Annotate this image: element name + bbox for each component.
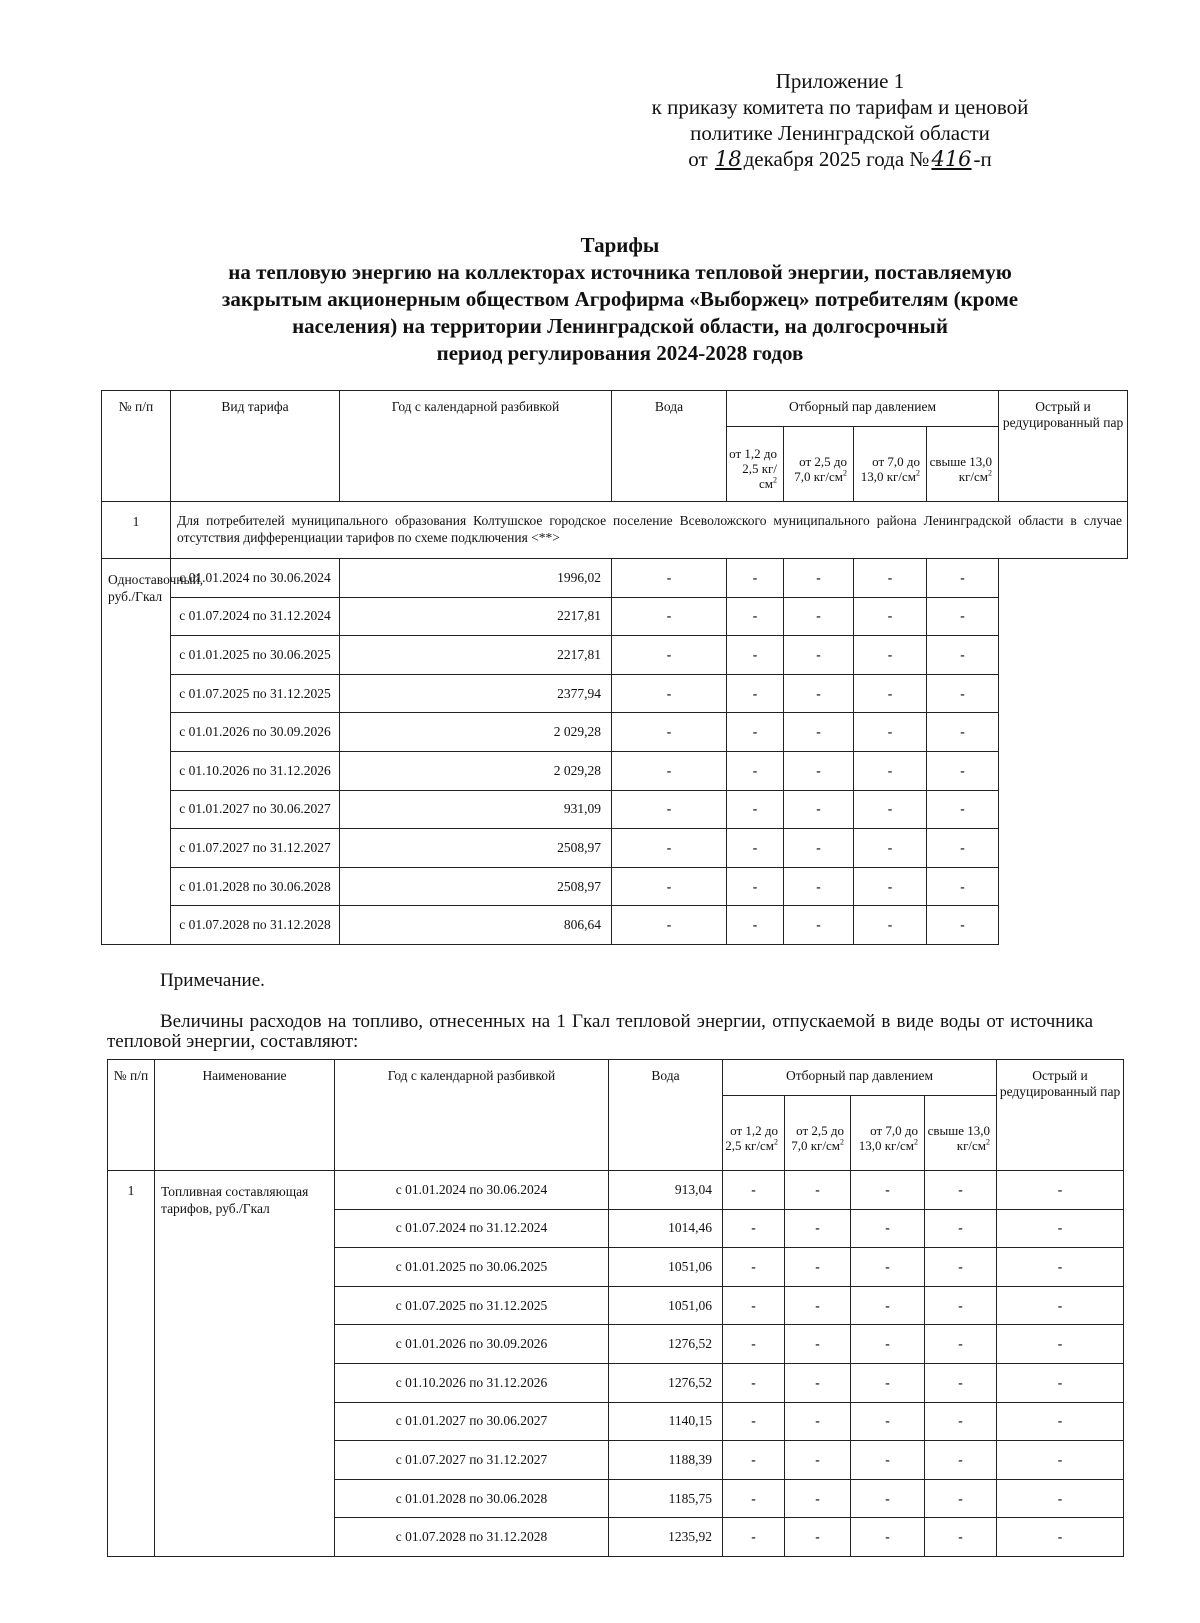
period-cell: с 01.10.2026 по 31.12.2026 xyxy=(171,751,340,790)
appendix-date-line xyxy=(600,146,1080,172)
subheader-4: свыше 13,0 $кг/см^2$ xyxy=(925,1096,997,1171)
empty-value-cell: - xyxy=(785,1441,851,1480)
empty-value-cell: - xyxy=(997,1209,1124,1248)
empty-value-cell: - xyxy=(727,559,784,598)
table-row xyxy=(102,636,1128,675)
subheader-2: от 2,5 до 7,0 $кг/см^2$ xyxy=(785,1096,851,1171)
note-heading: Примечание. xyxy=(160,970,265,991)
period-cell: с 01.01.2027 по 30.06.2027 xyxy=(335,1402,609,1441)
header-num: № п/п xyxy=(108,1060,155,1171)
empty-value-cell: - xyxy=(925,1209,997,1248)
note-paragraph: Величины расходов на топливо, отнесенных на 1 Гкал тепловой энергии, отпускаемой в виде воды от источника тепловой энергии, составляют: xyxy=(107,1011,1093,1052)
empty-value-cell: - xyxy=(854,674,927,713)
empty-value-cell: - xyxy=(727,636,784,675)
empty-value-cell: - xyxy=(612,829,727,868)
empty-value-cell: - xyxy=(727,597,784,636)
table-row xyxy=(102,713,1128,752)
period-cell: с 01.01.2025 по 30.06.2025 xyxy=(171,636,340,675)
empty-value-cell: - xyxy=(854,559,927,598)
empty-value-cell: - xyxy=(927,597,999,636)
period-cell: с 01.07.2028 по 31.12.2028 xyxy=(335,1518,609,1557)
water-value-cell: 1996,02 xyxy=(340,559,612,598)
water-value-cell: 1188,39 xyxy=(609,1441,723,1480)
table-row xyxy=(102,597,1128,636)
header-year: Год с календарной разбивкой xyxy=(340,391,612,502)
period-cell: с 01.10.2026 по 31.12.2026 xyxy=(335,1363,609,1402)
empty-value-cell: - xyxy=(927,790,999,829)
water-value-cell: 1051,06 xyxy=(609,1248,723,1287)
empty-value-cell: - xyxy=(727,674,784,713)
empty-value-cell: - xyxy=(723,1325,785,1364)
empty-value-cell: - xyxy=(727,790,784,829)
table-row xyxy=(102,906,1128,945)
empty-value-cell: - xyxy=(851,1363,925,1402)
table-row xyxy=(102,790,1128,829)
empty-value-cell: - xyxy=(784,790,854,829)
date-mid: декабря 2025 года № xyxy=(743,147,930,171)
water-value-cell: 2217,81 xyxy=(340,597,612,636)
table-row xyxy=(108,1171,1124,1210)
empty-value-cell: - xyxy=(723,1209,785,1248)
empty-value-cell: - xyxy=(723,1286,785,1325)
water-value-cell: 931,09 xyxy=(340,790,612,829)
tariff-table xyxy=(101,390,1128,945)
empty-value-cell: - xyxy=(851,1441,925,1480)
empty-value-cell: - xyxy=(785,1363,851,1402)
table-row xyxy=(102,829,1128,868)
appendix-header xyxy=(600,68,1080,172)
water-value-cell: 1276,52 xyxy=(609,1363,723,1402)
header-steam: Отборный пар давлением xyxy=(723,1060,997,1096)
empty-value-cell: - xyxy=(612,559,727,598)
empty-value-cell: - xyxy=(854,713,927,752)
empty-value-cell: - xyxy=(927,636,999,675)
water-value-cell: 1276,52 xyxy=(609,1325,723,1364)
empty-value-cell: - xyxy=(784,713,854,752)
empty-value-cell: - xyxy=(785,1518,851,1557)
title-line-2: на тепловую энергию на коллекторах источника тепловой энергии, поставляемую xyxy=(228,260,1012,284)
empty-value-cell: - xyxy=(785,1325,851,1364)
empty-value-cell: - xyxy=(851,1171,925,1210)
period-cell: с 01.07.2025 по 31.12.2025 xyxy=(171,674,340,713)
water-value-cell: 806,64 xyxy=(340,906,612,945)
empty-value-cell: - xyxy=(784,636,854,675)
empty-value-cell: - xyxy=(925,1441,997,1480)
row-number: 1 xyxy=(108,1171,155,1557)
empty-value-cell: - xyxy=(854,751,927,790)
empty-value-cell: - xyxy=(927,906,999,945)
water-value-cell: 1235,92 xyxy=(609,1518,723,1557)
empty-value-cell: - xyxy=(854,636,927,675)
header-num: № п/п xyxy=(102,391,171,502)
title-line-3: закрытым акционерным обществом Агрофирма «Выборжец» потребителям (кроме xyxy=(221,287,1019,311)
header-tariff-kind: Вид тарифа xyxy=(171,391,340,502)
empty-value-cell: - xyxy=(997,1248,1124,1287)
empty-value-cell: - xyxy=(723,1248,785,1287)
water-value-cell: 913,04 xyxy=(609,1171,723,1210)
water-value-cell: 1014,46 xyxy=(609,1209,723,1248)
empty-value-cell: - xyxy=(997,1171,1124,1210)
appendix-line-1: Приложение 1 xyxy=(775,69,905,93)
water-value-cell: 1185,75 xyxy=(609,1479,723,1518)
title-line-4: населения) на территории Ленинградской области, на долгосрочный xyxy=(292,314,948,338)
empty-value-cell: - xyxy=(612,713,727,752)
date-prefix: от xyxy=(688,147,708,171)
appendix-line-3: политике Ленинградской области xyxy=(690,121,990,145)
header-water: Вода xyxy=(612,391,727,502)
table-row xyxy=(102,751,1128,790)
empty-value-cell: - xyxy=(851,1209,925,1248)
empty-value-cell: - xyxy=(727,829,784,868)
water-value-cell: 2 029,28 xyxy=(340,713,612,752)
empty-value-cell: - xyxy=(851,1286,925,1325)
period-cell: с 01.07.2024 по 31.12.2024 xyxy=(171,597,340,636)
empty-value-cell: - xyxy=(927,751,999,790)
empty-value-cell: - xyxy=(925,1363,997,1402)
empty-value-cell: - xyxy=(784,906,854,945)
water-value-cell: 2508,97 xyxy=(340,867,612,906)
document-title xyxy=(120,232,1120,367)
section-description: Для потребителей муниципального образования Колтушское городское поселение Всеволожского муниципального района Ленинградской области в случае отсутствия дифференциации тарифов по схеме подключения <**> xyxy=(171,502,1128,559)
water-value-cell: 1051,06 xyxy=(609,1286,723,1325)
header-sharp-steam: Острый и редуцированный пар xyxy=(999,391,1128,502)
header-year: Год с календарной разбивкой xyxy=(335,1060,609,1171)
empty-value-cell: - xyxy=(612,867,727,906)
header-sharp-steam: Острый и редуцированный пар xyxy=(997,1060,1124,1171)
empty-value-cell: - xyxy=(927,674,999,713)
period-cell: с 01.01.2024 по 30.06.2024 xyxy=(335,1171,609,1210)
appendix-line-2: к приказу комитета по тарифам и ценовой xyxy=(651,95,1029,119)
empty-value-cell: - xyxy=(927,713,999,752)
handwritten-day: 18 xyxy=(714,147,742,171)
empty-value-cell: - xyxy=(612,751,727,790)
water-value-cell: 2377,94 xyxy=(340,674,612,713)
empty-value-cell: - xyxy=(784,751,854,790)
empty-value-cell: - xyxy=(723,1363,785,1402)
empty-value-cell: - xyxy=(612,790,727,829)
empty-value-cell: - xyxy=(723,1402,785,1441)
table-row xyxy=(102,559,1128,598)
period-cell: с 01.01.2028 по 30.06.2028 xyxy=(171,867,340,906)
empty-value-cell: - xyxy=(727,867,784,906)
subheader-2: от 2,5 до 7,0 $кг/см^2$ xyxy=(784,427,854,502)
empty-value-cell: - xyxy=(925,1325,997,1364)
empty-value-cell: - xyxy=(854,829,927,868)
period-cell: с 01.01.2027 по 30.06.2027 xyxy=(171,790,340,829)
subheader-1: от 1,2 до 2,5 $кг/см^2$ xyxy=(723,1096,785,1171)
empty-value-cell: - xyxy=(723,1171,785,1210)
handwritten-number: 416 xyxy=(931,147,972,171)
empty-value-cell: - xyxy=(784,829,854,868)
subheader-4: свыше 13,0 $кг/см^2$ xyxy=(927,427,999,502)
empty-value-cell: - xyxy=(612,597,727,636)
empty-value-cell: - xyxy=(785,1209,851,1248)
empty-value-cell: - xyxy=(612,636,727,675)
empty-value-cell: - xyxy=(851,1248,925,1287)
empty-value-cell: - xyxy=(785,1402,851,1441)
empty-value-cell: - xyxy=(784,559,854,598)
empty-value-cell: - xyxy=(784,597,854,636)
empty-value-cell: - xyxy=(723,1479,785,1518)
tariff-group-label: Одноставочный, руб./Гкал xyxy=(102,559,171,945)
table-row xyxy=(102,674,1128,713)
period-cell: с 01.01.2026 по 30.09.2026 xyxy=(335,1325,609,1364)
empty-value-cell: - xyxy=(784,674,854,713)
empty-value-cell: - xyxy=(785,1248,851,1287)
empty-value-cell: - xyxy=(785,1286,851,1325)
empty-value-cell: - xyxy=(925,1248,997,1287)
empty-value-cell: - xyxy=(723,1441,785,1480)
header-steam: Отборный пар давлением xyxy=(727,391,999,427)
period-cell: с 01.01.2025 по 30.06.2025 xyxy=(335,1248,609,1287)
header-name: Наименование xyxy=(155,1060,335,1171)
empty-value-cell: - xyxy=(851,1518,925,1557)
water-value-cell: 1140,15 xyxy=(609,1402,723,1441)
empty-value-cell: - xyxy=(784,867,854,906)
empty-value-cell: - xyxy=(612,674,727,713)
empty-value-cell: - xyxy=(925,1171,997,1210)
empty-value-cell: - xyxy=(997,1441,1124,1480)
empty-value-cell: - xyxy=(997,1325,1124,1364)
period-cell: с 01.07.2028 по 31.12.2028 xyxy=(171,906,340,945)
empty-value-cell: - xyxy=(727,751,784,790)
period-cell: с 01.01.2024 по 30.06.2024 xyxy=(171,559,340,598)
empty-value-cell: - xyxy=(723,1518,785,1557)
water-value-cell: 2 029,28 xyxy=(340,751,612,790)
period-cell: с 01.07.2025 по 31.12.2025 xyxy=(335,1286,609,1325)
water-value-cell: 2217,81 xyxy=(340,636,612,675)
table-row xyxy=(102,867,1128,906)
empty-value-cell: - xyxy=(785,1479,851,1518)
empty-value-cell: - xyxy=(997,1363,1124,1402)
empty-value-cell: - xyxy=(997,1402,1124,1441)
empty-value-cell: - xyxy=(925,1479,997,1518)
empty-value-cell: - xyxy=(785,1171,851,1210)
subheader-3: от 7,0 до 13,0 $кг/см^2$ xyxy=(854,427,927,502)
subheader-1: от 1,2 до 2,5 $кг/см^2$ xyxy=(727,427,784,502)
title-line-5: период регулирования 2024-2028 годов xyxy=(436,341,804,365)
empty-value-cell: - xyxy=(854,906,927,945)
empty-value-cell: - xyxy=(925,1402,997,1441)
period-cell: с 01.07.2027 по 31.12.2027 xyxy=(335,1441,609,1480)
period-cell: с 01.07.2027 по 31.12.2027 xyxy=(171,829,340,868)
row-number: 1 xyxy=(102,502,171,559)
tariff-group-label: Топливная составляющая тарифов, руб./Гкал xyxy=(155,1171,335,1557)
number-suffix: -п xyxy=(973,147,992,171)
empty-value-cell: - xyxy=(925,1286,997,1325)
empty-value-cell: - xyxy=(997,1286,1124,1325)
empty-value-cell: - xyxy=(925,1518,997,1557)
empty-value-cell: - xyxy=(851,1479,925,1518)
empty-value-cell: - xyxy=(854,790,927,829)
empty-value-cell: - xyxy=(997,1479,1124,1518)
empty-value-cell: - xyxy=(854,867,927,906)
water-value-cell: 2508,97 xyxy=(340,829,612,868)
empty-value-cell: - xyxy=(927,829,999,868)
empty-value-cell: - xyxy=(727,713,784,752)
empty-value-cell: - xyxy=(612,906,727,945)
empty-value-cell: - xyxy=(927,867,999,906)
empty-value-cell: - xyxy=(927,559,999,598)
empty-value-cell: - xyxy=(851,1325,925,1364)
fuel-component-table xyxy=(107,1059,1124,1557)
period-cell: с 01.07.2024 по 31.12.2024 xyxy=(335,1209,609,1248)
period-cell: с 01.01.2026 по 30.09.2026 xyxy=(171,713,340,752)
period-cell: с 01.01.2028 по 30.06.2028 xyxy=(335,1479,609,1518)
empty-value-cell: - xyxy=(854,597,927,636)
subheader-3: от 7,0 до 13,0 $кг/см^2$ xyxy=(851,1096,925,1171)
empty-value-cell: - xyxy=(727,906,784,945)
empty-value-cell: - xyxy=(997,1518,1124,1557)
header-water: Вода xyxy=(609,1060,723,1171)
empty-value-cell: - xyxy=(851,1402,925,1441)
title-line-1: Тарифы xyxy=(580,233,660,257)
